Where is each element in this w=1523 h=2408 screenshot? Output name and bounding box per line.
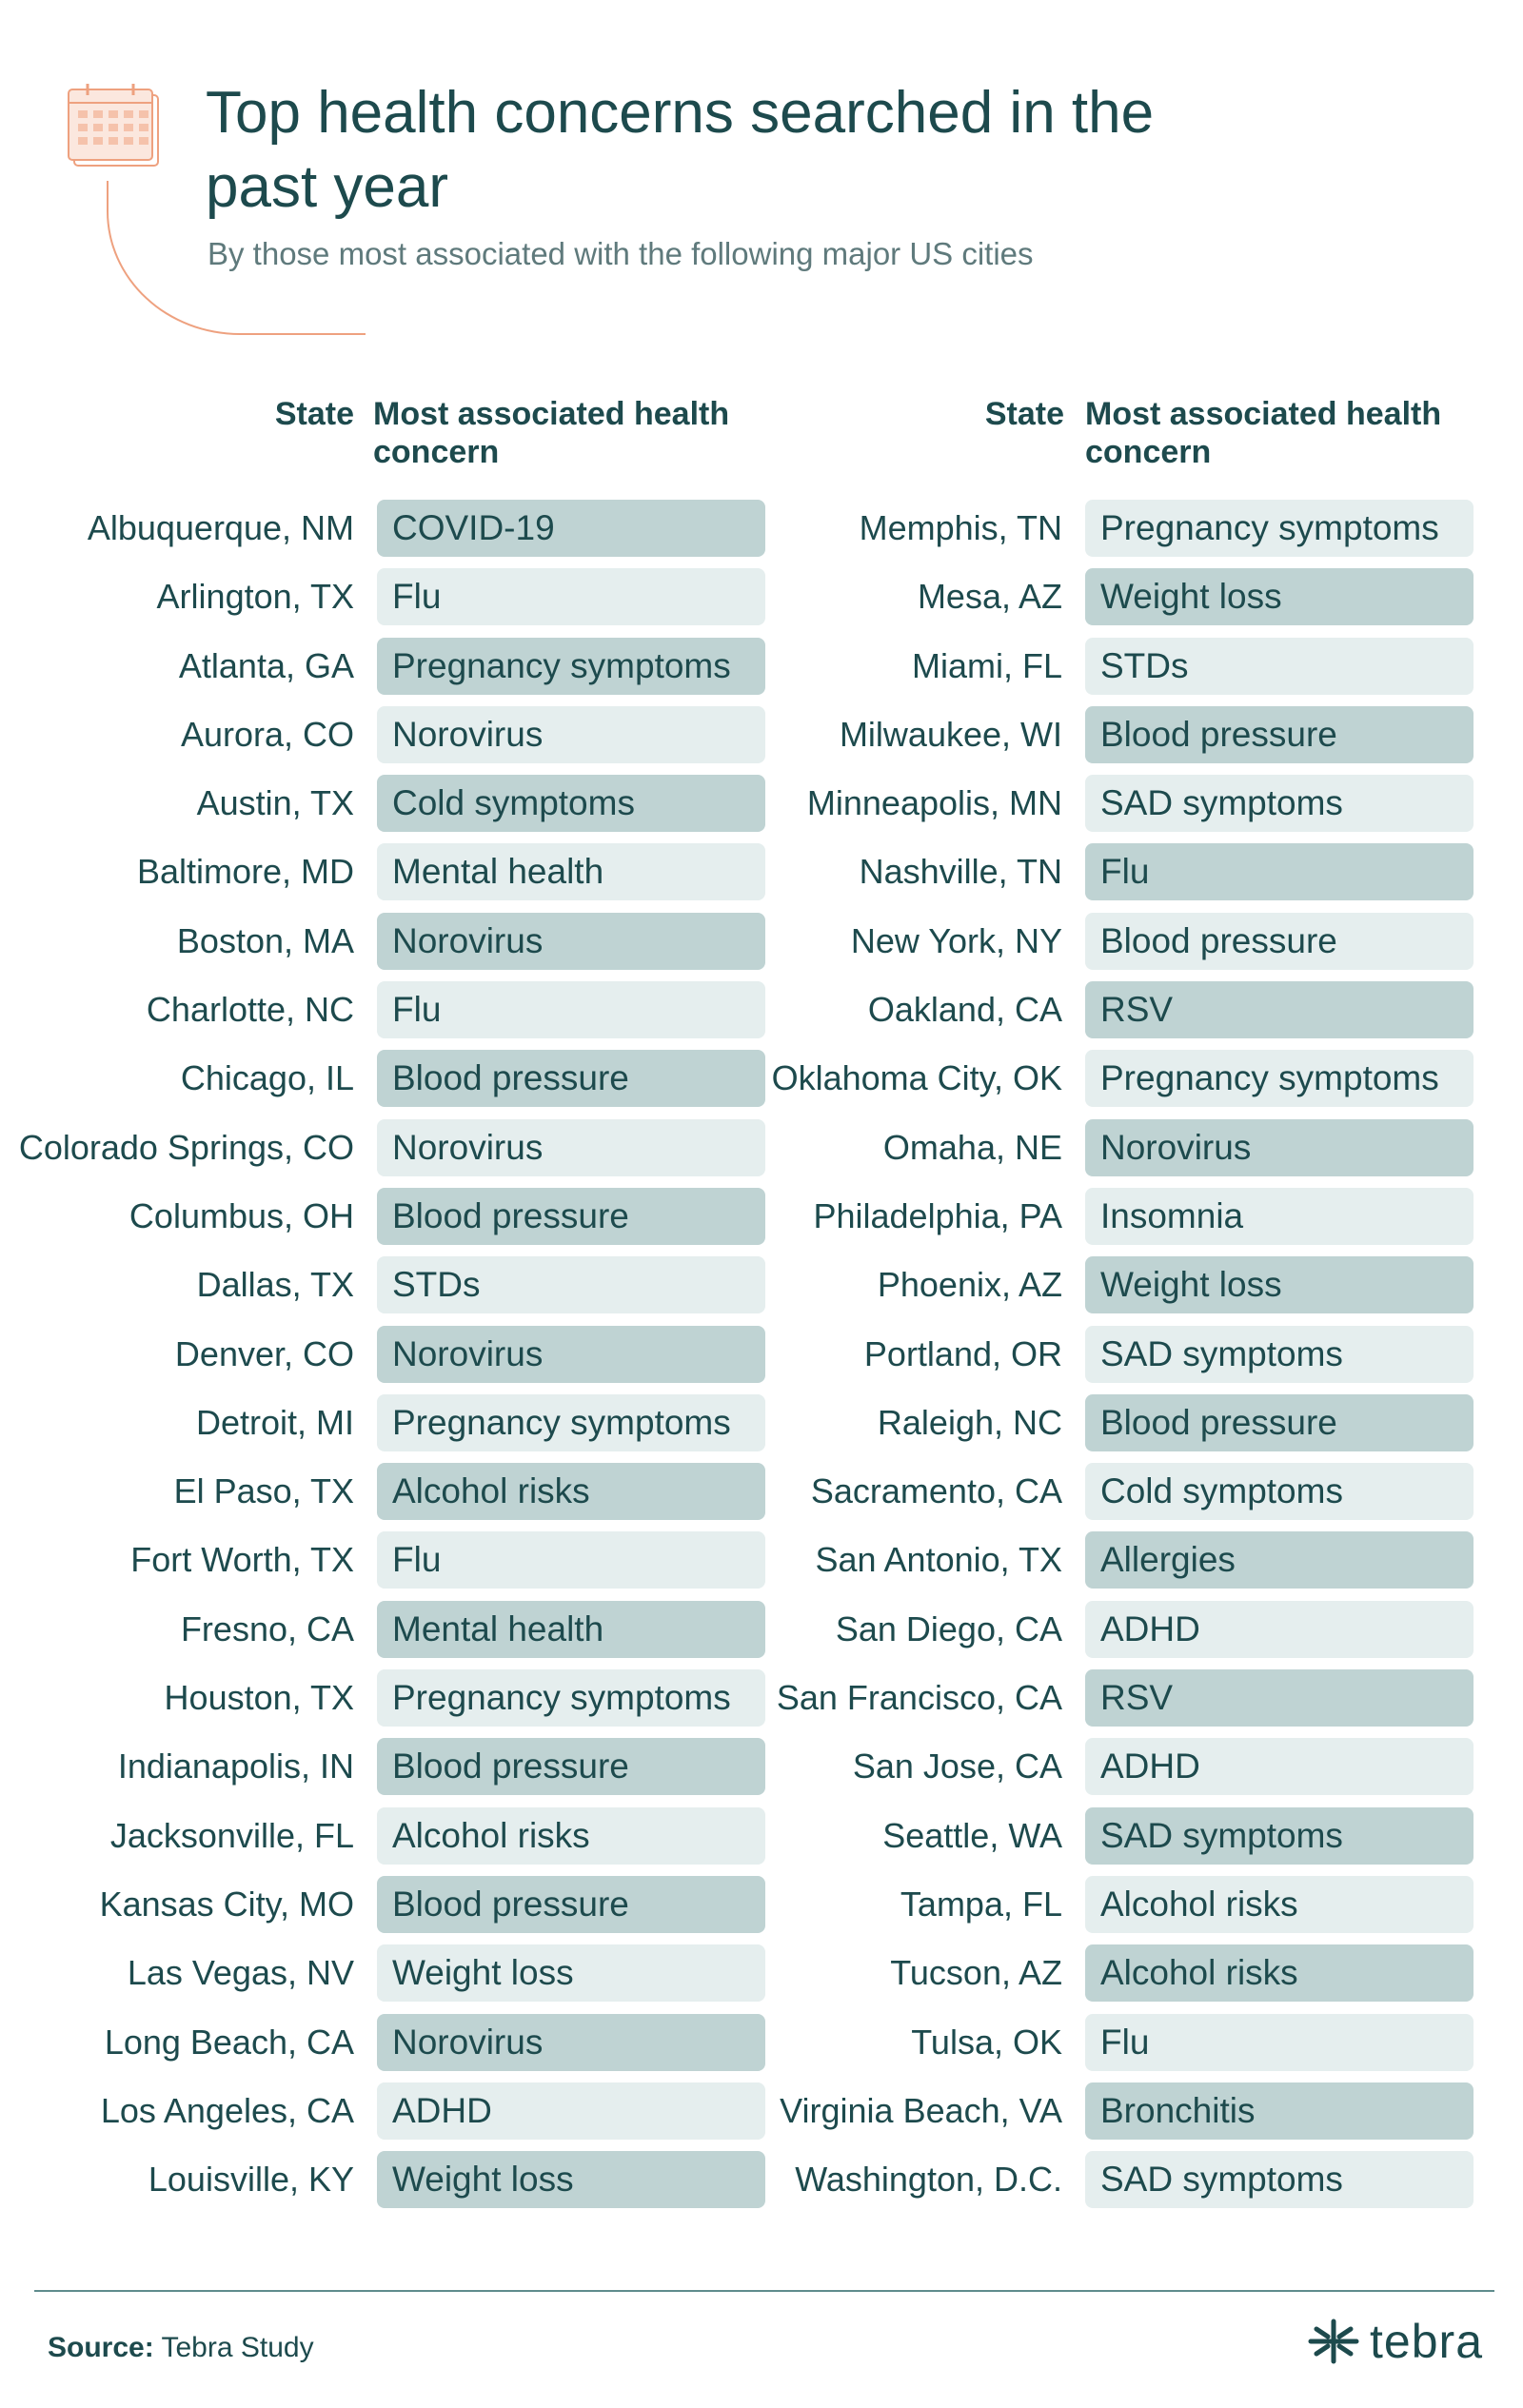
table-row	[0, 1119, 765, 1188]
health-concern-badge: Alcohol risks	[377, 1807, 765, 1865]
source-note	[48, 2332, 314, 2364]
health-concern-badge: Norovirus	[1085, 1119, 1474, 1176]
city-name: Washington, D.C.	[795, 2160, 1062, 2200]
city-name: Jacksonville, FL	[109, 1815, 354, 1855]
health-concern-badge: Flu	[377, 1531, 765, 1589]
health-concern-badge: Weight loss	[1085, 568, 1474, 625]
table-row	[708, 1119, 1474, 1188]
left-concern-header: Most associated health concern	[373, 396, 730, 470]
city-name: Baltimore, MD	[136, 852, 354, 892]
table-row	[708, 913, 1474, 981]
health-concern-badge: STDs	[377, 1256, 765, 1313]
health-concern-badge: Mental health	[377, 843, 765, 900]
city-name: Chicago, IL	[180, 1058, 354, 1098]
health-concern-badge: Insomnia	[1085, 1188, 1474, 1245]
table-row	[708, 843, 1474, 912]
health-concern-badge: Blood pressure	[377, 1050, 765, 1107]
city-name: Boston, MA	[176, 920, 354, 960]
health-concern-badge: Pregnancy symptoms	[1085, 1050, 1474, 1107]
city-name: Indianapolis, IN	[117, 1747, 354, 1786]
health-concern-badge: Blood pressure	[1085, 706, 1474, 763]
table-row	[708, 1669, 1474, 1738]
city-name: Aurora, CO	[180, 714, 354, 754]
city-name: Omaha, NE	[882, 1127, 1062, 1167]
city-name: Seattle, WA	[882, 1815, 1062, 1855]
health-concern-badge: Mental health	[377, 1601, 765, 1658]
table-row	[0, 1394, 765, 1463]
table-row	[0, 638, 765, 706]
table-row	[708, 1188, 1474, 1256]
health-concern-badge: Norovirus	[377, 1119, 765, 1176]
table-row	[708, 638, 1474, 706]
table-row	[0, 1326, 765, 1394]
city-name: Miami, FL	[911, 645, 1062, 685]
table-row	[708, 1807, 1474, 1876]
city-name: Milwaukee, WI	[839, 714, 1062, 754]
city-name: Raleigh, NC	[877, 1402, 1062, 1442]
city-name: Phoenix, AZ	[877, 1265, 1062, 1305]
table-row	[0, 2082, 765, 2151]
source-text: Tebra Study	[161, 2332, 314, 2363]
city-name: Fort Worth, TX	[130, 1540, 354, 1580]
table-row	[708, 2151, 1474, 2220]
city-name: El Paso, TX	[173, 1471, 354, 1511]
city-name: Oklahoma City, OK	[771, 1058, 1062, 1098]
city-name: Philadelphia, PA	[813, 1195, 1062, 1235]
health-concern-badge: SAD symptoms	[1085, 1326, 1474, 1383]
health-concern-badge: Alcohol risks	[1085, 1944, 1474, 2002]
health-concern-badge: ADHD	[1085, 1738, 1474, 1795]
table-row	[708, 981, 1474, 1050]
city-name: Las Vegas, NV	[127, 1953, 354, 1993]
table-row	[708, 1326, 1474, 1394]
calendar-icon	[67, 84, 164, 171]
city-name: Virginia Beach, VA	[780, 2090, 1062, 2130]
health-concern-badge: SAD symptoms	[1085, 1807, 1474, 1865]
health-concern-badge: Norovirus	[377, 706, 765, 763]
health-concern-badge: Norovirus	[377, 2014, 765, 2071]
table-row	[708, 1531, 1474, 1600]
health-concern-badge: Flu	[1085, 2014, 1474, 2071]
footer-divider	[34, 2290, 1494, 2292]
health-concern-badge: Flu	[1085, 843, 1474, 900]
health-concern-badge: Flu	[377, 981, 765, 1038]
table-row	[0, 706, 765, 775]
city-name: Kansas City, MO	[99, 1884, 354, 1924]
tebra-logo-icon	[1307, 2318, 1360, 2365]
table-row	[0, 1256, 765, 1325]
city-name: Tucson, AZ	[890, 1953, 1062, 1993]
health-concern-badge: Blood pressure	[377, 1876, 765, 1933]
city-name: San Jose, CA	[852, 1747, 1062, 1786]
table-row	[708, 706, 1474, 775]
table-row	[708, 1738, 1474, 1806]
health-concern-badge: Norovirus	[377, 913, 765, 970]
health-concern-badge: Alcohol risks	[1085, 1876, 1474, 1933]
city-name: San Diego, CA	[835, 1609, 1062, 1648]
table-row	[708, 568, 1474, 637]
table-row	[708, 1256, 1474, 1325]
left-table	[0, 500, 765, 2220]
health-concern-badge: Bronchitis	[1085, 2082, 1474, 2140]
health-concern-badge: Weight loss	[377, 1944, 765, 2002]
right-table	[708, 500, 1474, 2220]
city-name: Tulsa, OK	[911, 2022, 1062, 2062]
health-concern-badge: Pregnancy symptoms	[377, 1394, 765, 1451]
table-row	[0, 913, 765, 981]
city-name: Arlington, TX	[156, 577, 354, 617]
health-concern-badge: Weight loss	[1085, 1256, 1474, 1313]
health-concern-badge: Blood pressure	[1085, 913, 1474, 970]
right-concern-header: Most associated health concern	[1085, 396, 1442, 470]
city-name: Atlanta, GA	[178, 645, 354, 685]
city-name: San Francisco, CA	[776, 1678, 1062, 1718]
city-name: Portland, OR	[863, 1333, 1062, 1373]
health-concern-badge: Blood pressure	[377, 1738, 765, 1795]
table-row	[0, 1531, 765, 1600]
table-row	[0, 2151, 765, 2220]
city-name: Houston, TX	[164, 1678, 354, 1718]
city-name: Memphis, TN	[859, 508, 1062, 547]
health-concern-badge: Blood pressure	[377, 1188, 765, 1245]
table-row	[0, 1669, 765, 1738]
city-name: Minneapolis, MN	[806, 783, 1062, 823]
city-name: Austin, TX	[196, 783, 354, 823]
right-state-header: State	[984, 396, 1064, 432]
table-row	[708, 775, 1474, 843]
health-concern-badge: Weight loss	[377, 2151, 765, 2208]
city-name: San Antonio, TX	[815, 1540, 1062, 1580]
table-row	[708, 2082, 1474, 2151]
health-concern-badge: Allergies	[1085, 1531, 1474, 1589]
health-concern-badge: SAD symptoms	[1085, 775, 1474, 832]
health-concern-badge: ADHD	[377, 2082, 765, 2140]
city-name: Tampa, FL	[900, 1884, 1062, 1924]
table-row	[0, 1807, 765, 1876]
city-name: Long Beach, CA	[104, 2022, 354, 2062]
city-name: Nashville, TN	[859, 852, 1062, 892]
tebra-logo	[1307, 2313, 1483, 2370]
health-concern-badge: Cold symptoms	[377, 775, 765, 832]
table-row	[708, 500, 1474, 568]
table-row	[0, 500, 765, 568]
health-concern-badge: COVID-19	[377, 500, 765, 557]
health-concern-badge: SAD symptoms	[1085, 2151, 1474, 2208]
table-row	[708, 1601, 1474, 1669]
table-row	[0, 1601, 765, 1669]
city-name: Colorado Springs, CO	[18, 1127, 354, 1167]
table-row	[0, 1050, 765, 1118]
table-row	[708, 1394, 1474, 1463]
table-row	[0, 775, 765, 843]
health-concern-badge: ADHD	[1085, 1601, 1474, 1658]
table-row	[0, 2014, 765, 2082]
table-row	[708, 1944, 1474, 2013]
health-concern-badge: RSV	[1085, 981, 1474, 1038]
city-name: Oakland, CA	[867, 990, 1062, 1030]
city-name: Columbus, OH	[129, 1195, 354, 1235]
table-row	[0, 1463, 765, 1531]
table-row	[0, 1188, 765, 1256]
table-row	[708, 1876, 1474, 1944]
city-name: New York, NY	[850, 920, 1062, 960]
health-concern-badge: Flu	[377, 568, 765, 625]
city-name: Mesa, AZ	[917, 577, 1062, 617]
tebra-logo-text: tebra	[1370, 2315, 1483, 2368]
health-concern-badge: Pregnancy symptoms	[377, 1669, 765, 1727]
health-concern-badge: Blood pressure	[1085, 1394, 1474, 1451]
city-name: Dallas, TX	[196, 1265, 354, 1305]
city-name: Louisville, KY	[148, 2160, 354, 2200]
table-row	[0, 1876, 765, 1944]
health-concern-badge: Pregnancy symptoms	[1085, 500, 1474, 557]
table-row	[708, 2014, 1474, 2082]
city-name: Los Angeles, CA	[100, 2090, 354, 2130]
table-row	[0, 1738, 765, 1806]
table-row	[708, 1463, 1474, 1531]
health-concern-badge: Cold symptoms	[1085, 1463, 1474, 1520]
city-name: Albuquerque, NM	[87, 508, 354, 547]
page-title: Top health concerns searched in the past year	[206, 80, 1155, 220]
city-name: Charlotte, NC	[146, 990, 354, 1030]
health-concern-badge: RSV	[1085, 1669, 1474, 1727]
city-name: Fresno, CA	[180, 1609, 354, 1648]
city-name: Sacramento, CA	[810, 1471, 1062, 1511]
city-name: Detroit, MI	[195, 1402, 354, 1442]
health-concern-badge: Norovirus	[377, 1326, 765, 1383]
left-state-header: State	[274, 396, 354, 432]
page-subtitle: By those most associated with the following major US cities	[208, 236, 1034, 271]
table-row	[708, 1050, 1474, 1118]
health-concern-badge: STDs	[1085, 638, 1474, 695]
table-row	[0, 981, 765, 1050]
health-concern-badge: Pregnancy symptoms	[377, 638, 765, 695]
table-row	[0, 1944, 765, 2013]
table-row	[0, 843, 765, 912]
source-label: Source:	[48, 2332, 154, 2363]
city-name: Denver, CO	[174, 1333, 354, 1373]
table-row	[0, 568, 765, 637]
health-concern-badge: Alcohol risks	[377, 1463, 765, 1520]
